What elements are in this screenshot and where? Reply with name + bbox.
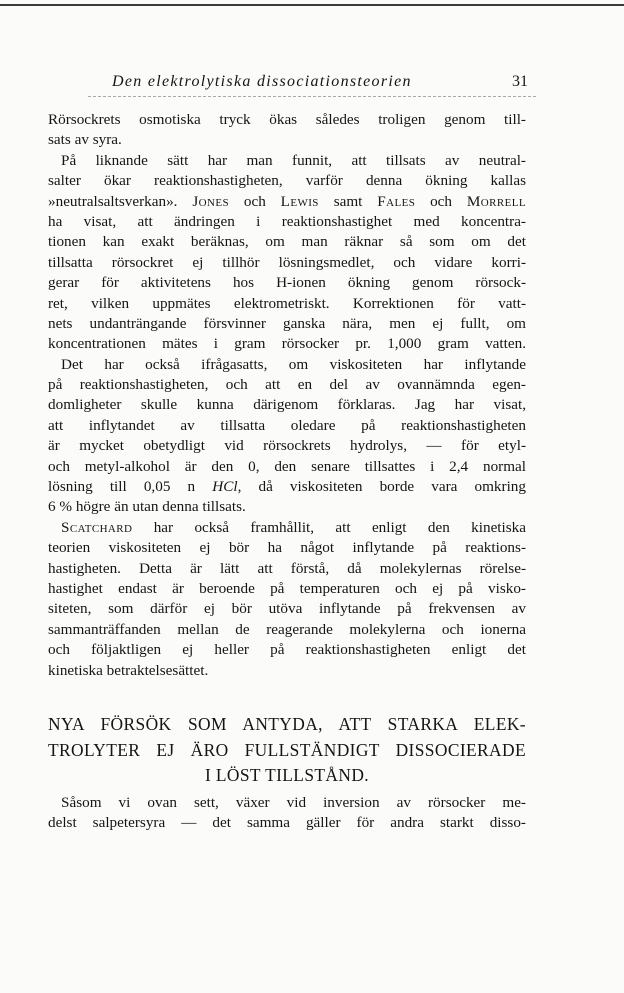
text-line: 6 % högre än utan denna tillsats. xyxy=(48,498,246,516)
author-name: Jones xyxy=(192,192,229,210)
text-line: Scatchard har också framhållit, att enligt den kinetiska xyxy=(61,518,526,536)
section-body-text xyxy=(48,793,526,834)
author-name: Morrell xyxy=(466,192,526,210)
text-line: Såsom vi ovan sett, växer vid inversion av rörsocker me- xyxy=(61,794,526,811)
text-line: sats av syra. xyxy=(48,131,122,149)
text-line: domligheter skulle kunna därigenom förklaras. Jag har visat, xyxy=(48,396,526,414)
heading-line: NYA FÖRSÖK SOM ANTYDA, ATT STARKA ELEK- xyxy=(48,714,526,734)
section-heading xyxy=(48,712,526,789)
text-line: »neutralsaltsverkan». Jones och Lewis samt Fales och Morrell xyxy=(48,192,526,210)
text-line: delst salpetersyra — det samma gäller för andra starkt disso- xyxy=(48,814,526,832)
text-line: siteten, som därför ej bör utöva inflytande på frekvensen av xyxy=(48,600,526,618)
text-line: tillsatta rörsockret ej tillhör lösningsmedlet, och vidare korri- xyxy=(48,253,526,271)
running-title: Den elektrolytiska dissociationsteorien xyxy=(112,73,412,90)
text-line: salter ökar reaktionshastigheten, varför denna ökning kallas xyxy=(48,172,526,190)
text-line: Rörsockrets osmotiska tryck ökas således troligen genom till- xyxy=(48,111,526,128)
running-header xyxy=(88,73,536,93)
body-text xyxy=(48,110,526,681)
heading-line: TROLYTER EJ ÄRO FULLSTÄNDIGT DISSOCIERADE xyxy=(48,739,526,760)
formula: HCl xyxy=(212,478,238,496)
text-line: teorien viskositeten ej bör ha något inflytande på reaktions- xyxy=(48,539,526,557)
header-rule xyxy=(88,96,536,97)
text-line: lösning till 0,05 n HCl, då viskositeten borde vara omkring xyxy=(48,478,526,496)
text-line: hastighet endast är beroende på temperaturen och ej på visko- xyxy=(48,579,526,597)
text-line: och följaktligen ej heller på reaktionshastigheten enligt det xyxy=(48,641,526,659)
text-line: På liknande sätt har man funnit, att tillsats av neutral- xyxy=(61,151,526,169)
text-line: på reaktionshastigheten, och att en del av ovannämnda egen- xyxy=(48,376,526,394)
text-line: hastigheten. Detta är lätt att förstå, då molekylernas rörelse- xyxy=(48,559,526,577)
text-line: Det har också ifrågasatts, om viskositeten har inflytande xyxy=(61,355,526,373)
author-name: Scatchard xyxy=(61,518,133,536)
text-line: ha visat, att ändringen i reaktionshastighet med koncentra- xyxy=(48,212,526,230)
text-line: och metyl-alkohol är den 0, den senare tillsattes i 2,4 normal xyxy=(48,457,526,475)
text-line: ret, vilken uppmätes elektrometriskt. Korrektionen för vatt- xyxy=(48,294,526,312)
text-line: gerar för aktivitetens hos H-ionen ökning genom rörsock- xyxy=(48,274,526,292)
text-line: sammanträffanden mellan de reagerande molekylerna och ionerna xyxy=(48,620,526,638)
text-line: tionen kan exakt beräknas, om man räknar så som om det xyxy=(48,233,526,251)
text-line: är mycket obetydligt vid rörsockrets hydrolys, — för etyl- xyxy=(48,437,526,455)
author-name: Lewis xyxy=(280,192,319,210)
author-name: Fales xyxy=(377,192,416,210)
top-border-line xyxy=(0,4,624,6)
text-line: kinetiska betraktelsesättet. xyxy=(48,661,209,679)
page-number: 31 xyxy=(512,73,528,90)
heading-line: I LÖST TILLSTÅND. xyxy=(204,765,370,785)
text-line: nets undanträngande försvinner ganska nära, men ej fullt, om xyxy=(48,314,526,332)
text-line: koncentrationen mätes i gram rörsocker pr. 1,000 gram vatten. xyxy=(48,335,526,353)
text-line: att inflytandet av tillsatta oledare på reaktionshastigheten xyxy=(48,416,526,434)
